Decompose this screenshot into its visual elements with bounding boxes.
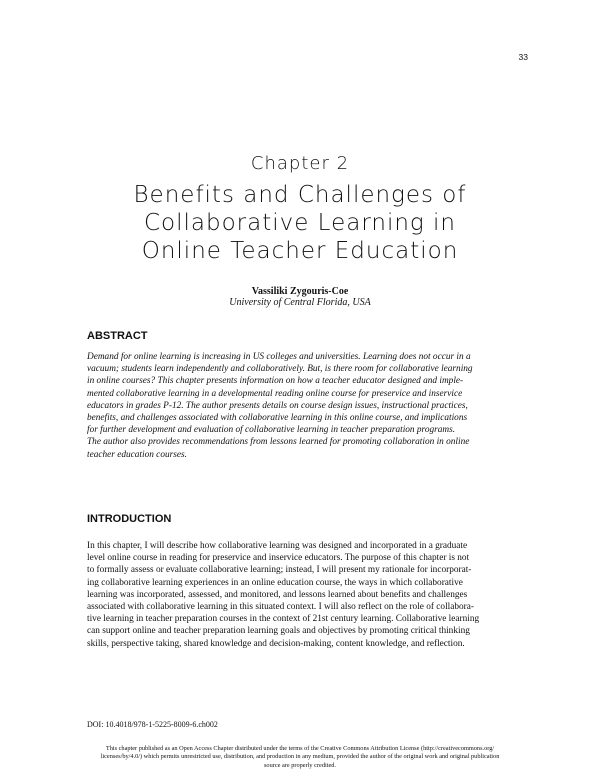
intro-line: In this chapter, I will describe how collaborative learning was designed and incorporated in a graduate (87, 541, 468, 551)
license-line: source are properly credited. (263, 761, 337, 769)
intro-line: level online course in reading for preservice and inservice educators. The purpose of this chapter is not (87, 553, 470, 564)
author-affiliation: University of Central Florida, USA (229, 297, 371, 308)
intro-line: tive learning in teacher preparation courses in the context of 21st century learning. Collaborative learning (87, 614, 480, 625)
abstract-text (87, 351, 529, 461)
doi-link[interactable]: DOI: 10.4018/978-1-5225-8009-6.ch002 (87, 720, 218, 729)
intro-line: can support online and teacher preparation learning goals and objectives by promoting critical thinking (87, 626, 470, 637)
abstract-line: vacuum; students learn independently and collaboratively. But, is there room for collaborative learning (87, 364, 473, 375)
license-line: This chapter published as an Open Access Chapter distributed under the terms of the Creative Commons Attribution License (http://creativecommons.org/ (105, 745, 495, 752)
introduction-text (87, 540, 529, 650)
title-line: Collaborative Learning in (143, 210, 457, 236)
author-name: Vassiliki Zygouris-Coe (251, 286, 349, 297)
title-line: Benefits and Challenges of (133, 182, 467, 208)
intro-line: associated with collaborative learning in this situated context. I will also reflect on the role of collabora- (87, 602, 474, 613)
intro-line: ing collaborative learning experiences in an online education course, the ways in which collaborative (87, 577, 463, 588)
abstract-line: mented collaborative learning in a developmental reading online course for preservice and inservice (87, 388, 463, 399)
abstract-line: for further development and evaluation of collaborative learning in teacher preparation programs. (87, 425, 456, 436)
intro-line: skills, perspective taking, shared knowledge and decision-making, content knowledge, and reflection. (87, 638, 465, 649)
abstract-heading: ABSTRACT (87, 330, 148, 342)
page-number: 33 (518, 52, 528, 62)
abstract-line: The author also provides recommendations from lessons learned for promoting collaboration in online (87, 437, 470, 448)
title-line: Online Teacher Education (141, 238, 459, 264)
abstract-line: teacher education courses. (87, 449, 187, 460)
introduction-heading: INTRODUCTION (87, 513, 172, 525)
chapter-title (0, 181, 600, 265)
intro-line: learning was incorporated, assessed, and monitored, and lessons learned about benefits and challenges (87, 589, 468, 600)
abstract-line: educators in grades P-12. The author presents details on course design issues, instructional practices, (87, 400, 468, 411)
chapter-label: Chapter 2 (250, 153, 350, 174)
abstract-line: in online courses? This chapter presents information on how a teacher educator designed and imple- (87, 376, 464, 387)
intro-line: to formally assess or evaluate collaborative learning; instead, I will present my rationale for incorporat- (87, 565, 472, 576)
license-notice (0, 745, 600, 770)
abstract-line: Demand for online learning is increasing in US colleges and universities. Learning does not occur in a (87, 352, 471, 362)
abstract-line: benefits, and challenges associated with collaborative learning in this online course, and implications (87, 413, 468, 424)
license-line: licenses/by/4.0/) which permits unrestricted use, distribution, and production in any medium, provided the author of the original work and original publication (100, 753, 500, 761)
